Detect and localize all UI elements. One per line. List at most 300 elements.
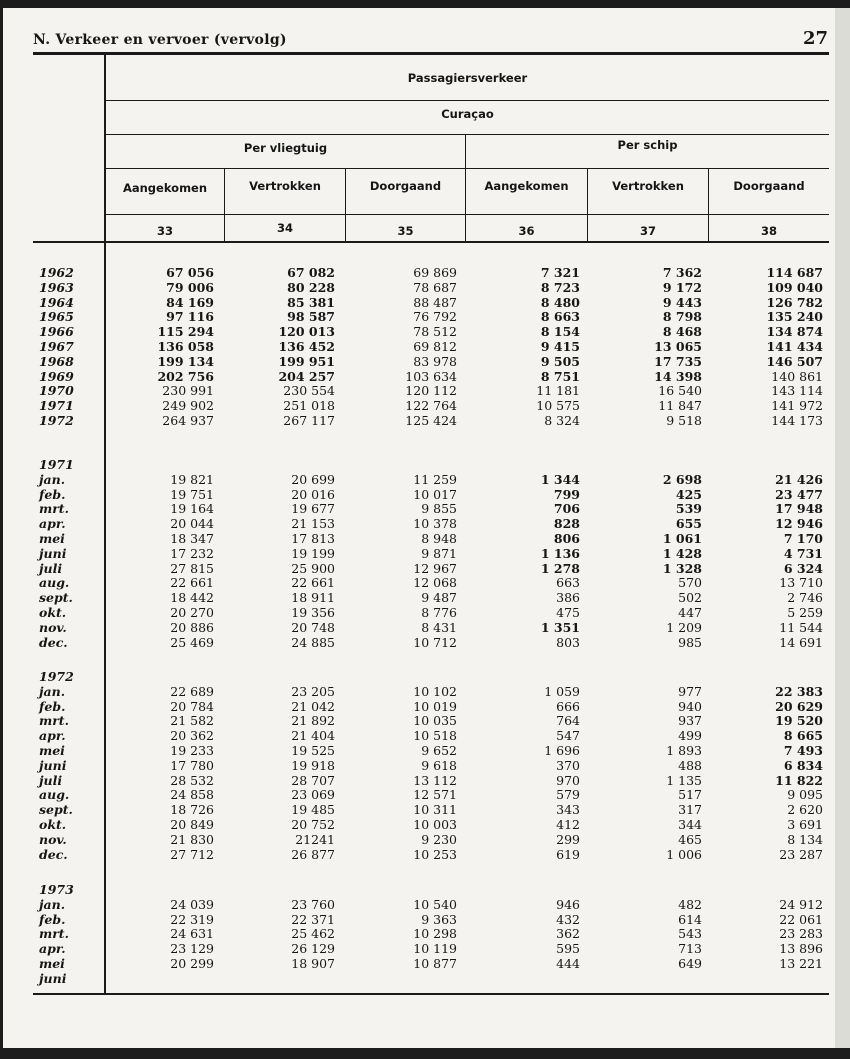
table-cell: 977: [678, 683, 702, 699]
section-title: 1973: [39, 882, 74, 897]
row-label: 1965: [39, 309, 74, 325]
table-cell: 21 153: [291, 516, 335, 532]
section-title: 1972: [39, 669, 74, 684]
table-cell: 251 018: [283, 398, 335, 414]
table-cell: 10 298: [413, 926, 457, 942]
table-cell: 23 760: [291, 896, 335, 912]
table-cell: 10 311: [413, 802, 457, 818]
table-cell: 764: [556, 713, 580, 729]
table-cell: 8 948: [421, 531, 457, 546]
table-cell: 22 383: [775, 683, 823, 699]
table-cell: 8 751: [540, 368, 580, 384]
table-cell: 249 902: [162, 398, 214, 414]
table-cell: 386: [556, 590, 580, 606]
row-label: 1964: [39, 294, 74, 310]
table-cell: 28 532: [170, 772, 214, 788]
table-cell: 114 687: [766, 265, 823, 280]
table-cell: 19 677: [291, 501, 335, 517]
table-cell: 6 324: [783, 560, 823, 576]
table-cell: 9 505: [540, 353, 580, 369]
table-cell: 21 426: [775, 471, 823, 487]
table-cell: 109 040: [766, 279, 823, 295]
table-cell: 940: [678, 698, 702, 714]
table-cell: 12 571: [413, 787, 457, 803]
table-cell: 10 119: [413, 941, 457, 957]
table-cell: 9 618: [421, 757, 457, 773]
table-cell: 655: [675, 516, 702, 532]
table-cell: 204 257: [278, 368, 335, 384]
table-cell: 135 240: [766, 309, 823, 325]
table-cell: 69 812: [413, 339, 457, 354]
row-label: apr.: [39, 941, 66, 957]
row-label: apr.: [39, 516, 66, 532]
row-label: 1967: [39, 339, 74, 354]
table-cell: 67 056: [166, 265, 214, 280]
table-cell: 9 095: [787, 787, 823, 803]
mode-header-air: Per vliegtuig: [243, 141, 328, 155]
table-cell: 230 991: [162, 383, 214, 399]
table-cell: 828: [553, 516, 580, 532]
table-cell: 799: [553, 486, 580, 502]
table-cell: 21 582: [170, 713, 214, 729]
table-cell: 13 896: [779, 941, 823, 957]
table-cell: 141 434: [766, 339, 823, 354]
table-cell: 22 061: [779, 911, 823, 927]
row-label: mrt.: [39, 926, 69, 942]
table-cell: 499: [678, 728, 702, 744]
table-cell: 10 712: [413, 634, 457, 650]
table-cell: 803: [556, 634, 580, 650]
table-cell: 10 518: [413, 728, 457, 744]
table-cell: 447: [678, 605, 702, 620]
table-cell: 98 587: [287, 309, 335, 325]
table-cell: 475: [556, 605, 580, 620]
table-cell: 78 512: [413, 324, 457, 340]
row-label: juni: [39, 970, 67, 986]
table-cell: 1 006: [666, 846, 702, 862]
table-cell: 8 663: [540, 309, 580, 325]
table-cell: 202 756: [157, 368, 214, 384]
table-cell: 8 723: [540, 279, 580, 295]
row-label: 1971: [39, 398, 74, 414]
table-cell: 20 699: [291, 471, 335, 487]
table-cell: 8 134: [787, 831, 823, 847]
table-cell: 199 134: [157, 353, 214, 369]
row-label: 1972: [39, 413, 74, 428]
table-cell: 88 487: [413, 294, 457, 310]
rule-below-region: [106, 134, 829, 135]
row-label: nov.: [39, 831, 67, 847]
row-label: aug.: [39, 575, 70, 591]
table-cell: 1 344: [540, 471, 580, 487]
table-cell: 19 821: [170, 471, 214, 487]
row-label: 1966: [39, 324, 74, 340]
table-cell: 8 468: [662, 324, 702, 340]
row-label: nov.: [39, 619, 67, 635]
table-cell: 78 687: [413, 279, 457, 295]
table-cell: 18 911: [291, 590, 335, 606]
table-cell: 13 710: [779, 575, 823, 591]
table-cell: 21 892: [291, 713, 335, 729]
table-cell: 9 230: [421, 831, 457, 847]
row-label: jan.: [39, 896, 66, 912]
table-cell: 10 253: [413, 846, 457, 862]
table-cell: 970: [556, 772, 580, 788]
table-cell: 713: [678, 941, 702, 957]
table-cell: 299: [556, 831, 580, 847]
table-cell: 9 415: [540, 339, 580, 354]
table-cell: 614: [678, 911, 702, 927]
mode-header-ship: Per schip: [617, 138, 678, 152]
table-cell: 317: [678, 802, 702, 818]
table-cell: 136 452: [278, 339, 335, 354]
table-cell: 2 620: [787, 802, 823, 818]
document-page: [3, 8, 835, 1048]
table-cell: 1 428: [662, 545, 702, 561]
table-cell: 230 554: [283, 383, 335, 399]
col-number-4: 36: [518, 224, 535, 238]
table-cell: 9 855: [421, 501, 457, 517]
table-cell: 24 039: [170, 896, 214, 912]
table-cell: 6 834: [783, 757, 823, 773]
col-number-3: 35: [397, 224, 414, 238]
row-label: feb.: [39, 486, 66, 502]
table-cell: 20 849: [170, 817, 214, 832]
table-cell: 14 398: [654, 368, 702, 384]
table-cell: 985: [678, 634, 702, 650]
table-cell: 19 525: [291, 743, 335, 758]
table-cell: 24 858: [170, 787, 214, 803]
table-cell: 23 205: [291, 683, 335, 699]
table-cell: 22 689: [170, 683, 214, 699]
table-cell: 267 117: [283, 413, 335, 428]
row-label: 1969: [39, 368, 74, 384]
row-label: juni: [39, 757, 67, 773]
table-cell: 425: [675, 486, 702, 502]
table-cell: 7 170: [783, 531, 823, 546]
row-label: aug.: [39, 787, 70, 803]
table-cell: 13 221: [779, 956, 823, 971]
row-label: juli: [39, 560, 63, 576]
col-head-3: Doorgaand: [369, 179, 442, 193]
table-cell: 16 540: [658, 383, 702, 399]
table-cell: 17 813: [291, 531, 335, 546]
table-cell: 9 172: [662, 279, 702, 295]
table-cell: 18 347: [170, 531, 214, 546]
page-edge: [835, 8, 850, 1048]
table-cell: 23 287: [779, 846, 823, 862]
row-label: mei: [39, 743, 65, 758]
table-cell: 18 442: [170, 590, 214, 606]
page-header-title: N. Verkeer en vervoer (vervolg): [33, 32, 287, 48]
row-label: mrt.: [39, 713, 69, 729]
row-label: feb.: [39, 698, 66, 714]
table-cell: 8 798: [662, 309, 702, 325]
table-cell: 17 232: [170, 545, 214, 561]
row-label: dec.: [39, 634, 68, 650]
table-cell: 12 068: [413, 575, 457, 591]
table-cell: 595: [556, 941, 580, 957]
table-cell: 465: [678, 831, 702, 847]
col-number-5: 37: [639, 224, 656, 238]
table-cell: 344: [678, 817, 702, 832]
table-cell: 19 751: [170, 486, 214, 502]
table-cell: 19 485: [291, 802, 335, 818]
table-cell: 706: [553, 501, 580, 517]
row-label: mei: [39, 956, 65, 971]
table-cell: 22 371: [291, 911, 335, 927]
table-cell: 1 351: [540, 619, 580, 635]
table-cell: 18 907: [291, 956, 335, 971]
table-cell: 79 006: [166, 279, 214, 295]
table-cell: 26 129: [291, 941, 335, 957]
table-cell: 28 707: [291, 772, 335, 788]
table-cell: 125 424: [405, 413, 457, 428]
table-cell: 946: [556, 896, 580, 912]
table-cell: 9 518: [666, 413, 702, 428]
table-cell: 9 871: [421, 545, 457, 561]
table-cell: 1 135: [666, 772, 702, 788]
table-cell: 10 035: [413, 713, 457, 729]
table-cell: 412: [556, 817, 580, 832]
table-cell: 517: [678, 787, 702, 803]
table-cell: 20 748: [291, 619, 335, 635]
col-head-4: Aangekomen: [484, 179, 569, 193]
table-cell: 25 462: [291, 926, 335, 942]
table-cell: 25 900: [291, 560, 335, 576]
table-cell: 76 792: [413, 309, 457, 325]
table-cell: 502: [678, 590, 702, 606]
table-cell: 13 065: [654, 339, 702, 354]
top-rule: [33, 52, 829, 55]
table-cell: 1 209: [666, 619, 702, 635]
row-label: jan.: [39, 683, 66, 699]
table-cell: 666: [556, 698, 580, 714]
table-cell: 1 696: [544, 743, 580, 758]
table-cell: 10 017: [413, 486, 457, 502]
table-cell: 5 259: [787, 605, 823, 620]
table-cell: 24 912: [779, 896, 823, 912]
table-cell: 22 319: [170, 911, 214, 927]
table-cell: 19 199: [291, 545, 335, 561]
table-cell: 103 634: [405, 368, 457, 384]
table-cell: 1 328: [662, 560, 702, 576]
table-cell: 8 431: [421, 619, 457, 635]
row-label: apr.: [39, 728, 66, 744]
table-cell: 1 278: [540, 560, 580, 576]
col-head-6: Doorgaand: [733, 179, 805, 193]
section-title: 1971: [39, 457, 74, 472]
table-cell: 97 116: [166, 309, 214, 325]
table-cell: 1 061: [662, 531, 702, 546]
table-cell: 143 114: [771, 383, 823, 399]
table-cell: 80 228: [287, 279, 335, 295]
table-cell: 19 356: [291, 605, 335, 620]
row-label: juni: [39, 545, 67, 561]
row-label: jan.: [39, 471, 66, 487]
row-label: dec.: [39, 846, 68, 862]
table-cell: 11 181: [536, 383, 580, 399]
table-cell: 10 003: [413, 817, 457, 832]
table-cell: 482: [678, 896, 702, 912]
table-cell: 11 544: [779, 619, 823, 635]
table-cell: 27 712: [170, 846, 214, 862]
table-cell: 24 885: [291, 634, 335, 650]
table-cell: 2 746: [787, 590, 823, 606]
table-cell: 21241: [295, 831, 335, 847]
table-cell: 10 575: [536, 398, 580, 414]
table-cell: 27 815: [170, 560, 214, 576]
table-cell: 11 847: [658, 398, 702, 414]
table-cell: 488: [678, 757, 702, 773]
row-label: 1970: [39, 383, 74, 399]
table-cell: 7 321: [540, 265, 580, 280]
col-head-2: Vertrokken: [249, 179, 321, 193]
table-cell: 140 861: [771, 368, 823, 384]
table-cell: 3 691: [787, 817, 823, 832]
table-cell: 120 013: [278, 324, 335, 340]
table-cell: 20 299: [170, 956, 214, 971]
table-cell: 1 136: [540, 545, 580, 561]
table-cell: 21 404: [291, 728, 335, 744]
row-label: mei: [39, 531, 65, 546]
rule-below-group: [106, 100, 829, 101]
table-cell: 444: [556, 956, 580, 971]
row-label: feb.: [39, 911, 66, 927]
table-cell: 14 691: [779, 634, 823, 650]
table-cell: 937: [678, 713, 702, 729]
table-cell: 8 776: [421, 605, 457, 620]
table-cell: 17 735: [654, 353, 702, 369]
table-cell: 432: [556, 911, 580, 927]
table-cell: 23 129: [170, 941, 214, 957]
table-cell: 362: [556, 926, 580, 942]
table-cell: 134 874: [766, 324, 823, 340]
table-cell: 199 951: [278, 353, 335, 369]
table-cell: 126 782: [766, 294, 823, 310]
table-cell: 24 631: [170, 926, 214, 942]
table-cell: 115 294: [157, 324, 214, 340]
header-bottom-rule: [33, 241, 829, 243]
table-cell: 144 173: [771, 413, 823, 428]
page-number: 27: [803, 28, 829, 49]
table-cell: 579: [556, 787, 580, 803]
row-label: 1962: [39, 265, 74, 280]
row-label: okt.: [39, 817, 67, 832]
table-cell: 20 016: [291, 486, 335, 502]
table-cell: 12 967: [413, 560, 457, 576]
table-cell: 9 487: [421, 590, 457, 606]
table-cell: 8 480: [540, 294, 580, 310]
table-cell: 2 698: [662, 471, 702, 487]
table-cell: 141 972: [771, 398, 823, 414]
table-cell: 343: [556, 802, 580, 818]
table-cell: 570: [678, 575, 702, 591]
table-cell: 85 381: [287, 294, 335, 310]
table-cell: 136 058: [157, 339, 214, 354]
table-cell: 663: [556, 575, 580, 591]
table-cell: 25 469: [170, 634, 214, 650]
col-head-1: Aangekomen: [122, 181, 208, 195]
table-cell: 22 661: [291, 575, 335, 591]
table-cell: 649: [678, 956, 702, 971]
table-cell: 8 665: [783, 728, 823, 744]
table-cell: 146 507: [766, 353, 823, 369]
table-cell: 19 233: [170, 743, 214, 758]
row-label: okt.: [39, 605, 67, 620]
bottom-rule: [33, 993, 829, 995]
table-cell: 7 362: [662, 265, 702, 280]
table-cell: 8 154: [540, 324, 580, 340]
table-cell: 120 112: [405, 383, 457, 399]
table-cell: 11 259: [413, 471, 457, 487]
table-cell: 10 877: [413, 956, 457, 971]
table-cell: 22 661: [170, 575, 214, 591]
table-cell: 543: [678, 926, 702, 942]
rule-below-mode: [106, 168, 829, 169]
table-cell: 26 877: [291, 846, 335, 862]
table-cell: 23 283: [779, 926, 823, 942]
table-cell: 370: [556, 757, 580, 773]
table-cell: 806: [553, 531, 580, 546]
table-cell: 264 937: [162, 413, 214, 428]
table-cell: 17 948: [775, 501, 823, 517]
table-cell: 10 378: [413, 516, 457, 532]
region-header: Curaçao: [441, 107, 494, 121]
col-number-1: 33: [156, 224, 173, 238]
table-cell: 10 540: [413, 896, 457, 912]
row-label: mrt.: [39, 501, 69, 517]
table-cell: 20 270: [170, 605, 214, 620]
table-cell: 19 520: [775, 713, 823, 729]
table-cell: 9 443: [662, 294, 702, 310]
table-cell: 23 477: [775, 486, 823, 502]
table-cell: 21 042: [291, 698, 335, 714]
table-cell: 4 731: [783, 545, 823, 561]
table-cell: 122 764: [405, 398, 457, 414]
table-cell: 21 830: [170, 831, 214, 847]
table-cell: 19 164: [170, 501, 214, 517]
table-cell: 84 169: [166, 294, 214, 310]
table-cell: 10 019: [413, 698, 457, 714]
table-cell: 67 082: [287, 265, 335, 280]
table-cell: 619: [556, 846, 580, 862]
row-label: 1968: [39, 353, 74, 369]
table-cell: 20 629: [775, 698, 823, 714]
table-cell: 12 946: [775, 516, 823, 532]
table-cell: 18 726: [170, 802, 214, 818]
col-number-2: 34: [276, 221, 293, 235]
table-cell: 9 363: [421, 911, 457, 927]
group-header: Passagiersverkeer: [407, 71, 528, 85]
table-cell: 10 102: [413, 683, 457, 699]
col-head-5: Vertrokken: [612, 179, 684, 193]
row-label: juli: [39, 772, 63, 788]
table-cell: 539: [675, 501, 702, 517]
row-label: 1963: [39, 279, 74, 295]
table-cell: 17 780: [170, 757, 214, 773]
table-cell: 11 822: [775, 772, 823, 788]
col-number-6: 38: [760, 224, 777, 238]
row-label: sept.: [39, 802, 73, 818]
table-cell: 19 918: [291, 757, 335, 773]
table-cell: 23 069: [291, 787, 335, 803]
table-cell: 20 886: [170, 619, 214, 635]
table-cell: 547: [556, 728, 580, 744]
table-cell: 20 784: [170, 698, 214, 714]
table-cell: 20 752: [291, 817, 335, 832]
table-cell: 13 112: [413, 772, 457, 788]
